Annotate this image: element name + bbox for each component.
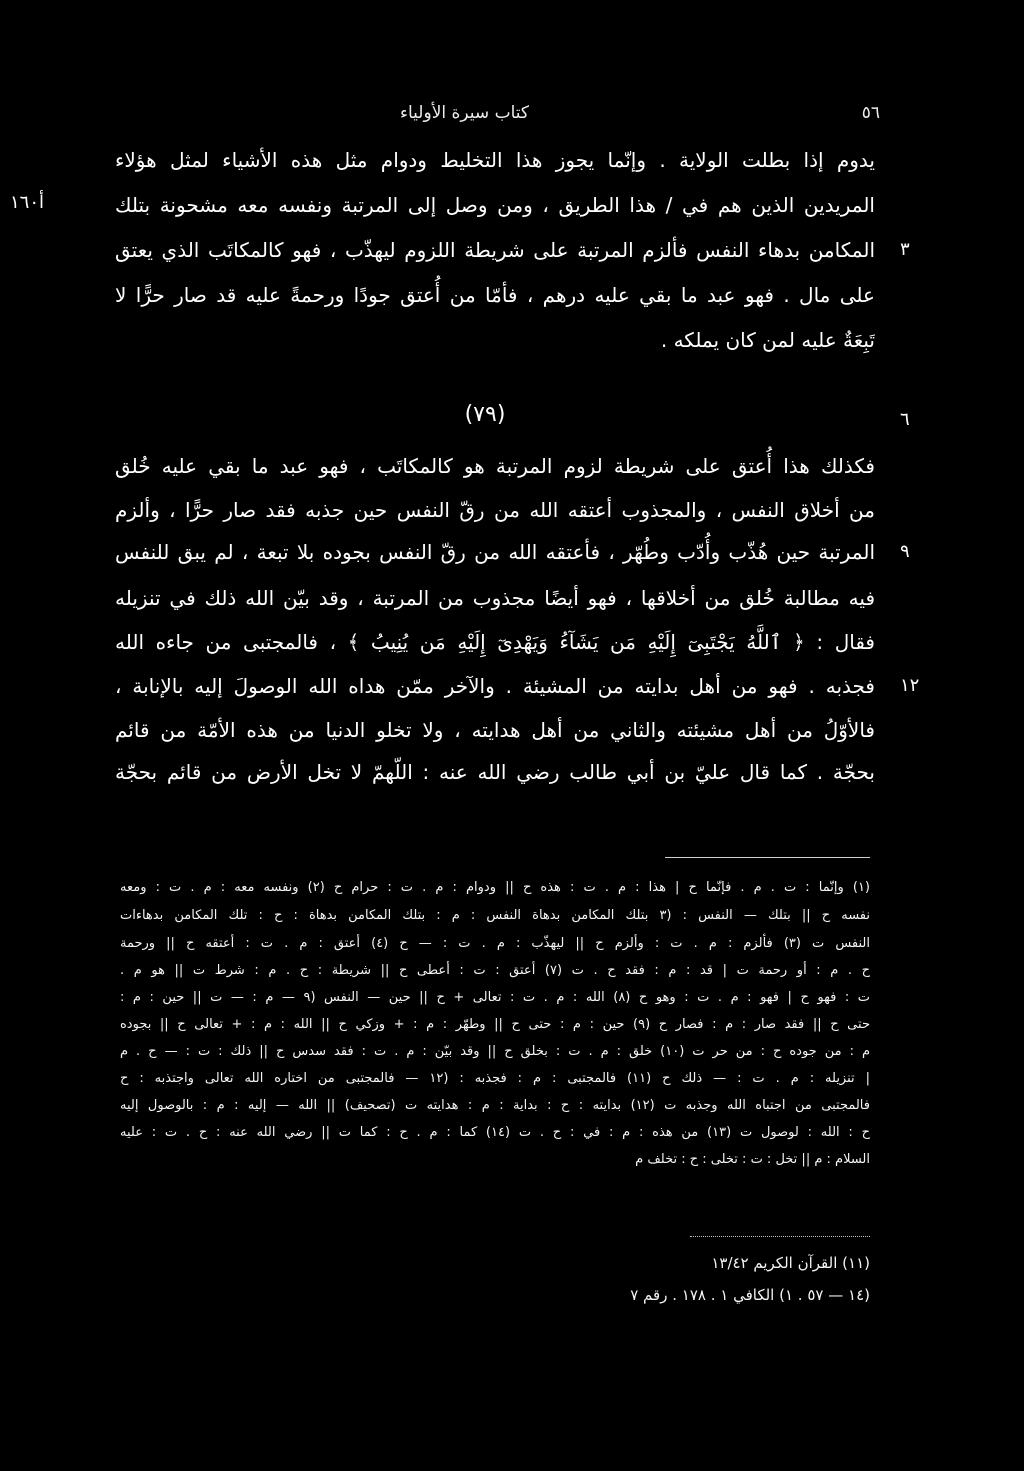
footnote-line: فالمجتبى من اجتباه الله وجذبه ت (١٢) بدايته : ح : بداية : م : هدايته ت (تصحيف) || الله — إليه : م : بالوصول إليه [120, 1098, 870, 1113]
section-heading: (٧٩) [464, 402, 506, 427]
footnote-line: ت : فهو ح | فهو : م . ت : وهو ح (٨) الله : م . ت : تعالى + ح || حين — النفس (٩ — م : — ت || حين : م : [120, 990, 870, 1005]
line-number-3: ٣ [900, 239, 910, 260]
running-title: كتاب سيرة الأولياء [400, 103, 529, 123]
body-line: المرتبة حين هُذّب وأُدّب وطُهّر ، فأعتقه الله من رقّ النفس بجوده بلا تبعة ، لم يبق للنفس [115, 540, 875, 564]
body-line: فيه مطالبة خُلق من أخلاقها ، فهو أيضًا مجذوب من المرتبة ، وقد بيّن الله ذلك في تنزيله [115, 586, 875, 610]
body-line: المكامن بدهاء النفس فألزم المرتبة على شريطة اللزوم ليهذّب ، فهو كالمكاتَب الذي يعتق [115, 238, 875, 262]
body-line: فكذلك هذا أُعتق على شريطة لزوم المرتبة هو كالمكاتَب ، فهو عبد ما بقي عليه خُلق [115, 454, 875, 478]
footnote-line: النفس ت (٣) فألزم : م . ت : وألزم ح || ليهذّب : م . ت : — ح (٤) أعتق : م . ت : أعتقه ح || ورحمة [120, 936, 870, 951]
body-line: فقال : ﴿ ٱللَّهُ يَجْتَبِىٓ إِلَيْهِ مَن يَشَآءُ وَيَهْدِىٓ إِلَيْهِ مَن يُنِيبُ ﴾ ، فالمجتبى من جاءه الله [115, 630, 875, 654]
footnote-line: السلام : م || تخل : ت : تخلى : ح : تخلف م [635, 1152, 870, 1167]
reference-line: (١٤ — ٥٧ . ١) الكافي ١ . ١٧٨ . رقم ٧ [630, 1286, 870, 1304]
reference-line: (١١) القرآن الكريم ١٣/٤٢ [711, 1254, 870, 1272]
page-number: ٥٦ [861, 103, 880, 123]
body-line: فالأوّلُ من أهل مشيئته والثاني من أهل هدايته ، ولا تخلو الدنيا من هذه الأمّة من قائم [115, 718, 875, 742]
footnote-line: ح . م : أو رحمة ت | قد : م : فقد ح . ت (٧) أعتق : ت : أعطى ح || شريطة : ح . م : شرط ت || هو م . [120, 963, 870, 978]
page-header [190, 103, 890, 131]
footnote-line: ح : الله : لوصول ت (١٣) من هذه : م : في : ح . ت (١٤) كما : م . ح : كما ت || رضي الله عنه : ح . ت : عليه [120, 1125, 870, 1140]
line-number-6: ٦ [900, 409, 910, 430]
body-line: فجذبه . فهو من أهل بدايته من المشيئة . والآخر ممّن هداه الله الوصولَ إليه بالإنابة ، [115, 674, 875, 698]
body-line: على مال . فهو عبد ما بقي عليه درهم ، فأمّا من أُعتق جودًا ورحمةً عليه قد صار حرًّا لا [115, 283, 875, 307]
body-line: يدوم إذا بطلت الولاية . وإنّما يجوز هذا التخليط ودوام مثل هذه الأشياء لمثل هؤلاء [115, 148, 875, 172]
footnote-line: نفسه ح || بتلك — النفس : (٣ بتلك المكامن بدهاة النفس : م : بتلك المكامن بدهاة : ح : تلك المكامن بدهاءات [120, 908, 870, 923]
references-separator-line [690, 1236, 870, 1237]
body-line: تَبِعَةٌ عليه لمن كان يملكه . [660, 328, 875, 352]
footnote-line: م : من جوده ح : من حر ت (١٠) خلق : م . ت : بخلق ح || وقد بيّن : م . ت : فقد سدس ح || ذلك : ت : — ح . م [120, 1044, 870, 1059]
footnote-line: (١) وإنّما : ت . م . فإنّما ح | هذا : م . ت : هذه ح || ودوام : م . ت : حرام ح (٢) ونفسه معه : م . ت : ومعه [120, 880, 870, 895]
footnote-line: حتى ح || فقد صار : م : فصار ح (٩) حين : م : حتى ح || وطهّر : م : + وزكي ح || الله : م : + تعالى ح || بجوده [120, 1017, 870, 1032]
body-line: المريدين الذين هم في / هذا الطريق ، ومن وصل إلى المرتبة ونفسه معه مشحونة بتلك [115, 193, 875, 217]
body-line: بحجّة . كما قال عليّ بن أبي طالب رضي الله عنه : اللّهمّ لا تخل الأرض من قائم بحجّة [115, 760, 875, 784]
footnote-separator [665, 857, 870, 858]
line-number-12: ١٢ [900, 675, 920, 696]
folio-reference: أ١٦٠ [10, 192, 45, 213]
footnote-line: | تنزيله : م . ت : — ذلك ح (١١) فالمجتبى : م : فجذبه : (١٢ — فالمجتبى من اختاره الله تعالى واجتذبه : ح [120, 1071, 870, 1086]
line-number-9: ٩ [900, 541, 910, 562]
body-line: من أخلاق النفس ، والمجذوب أعتقه الله من رقّ النفس حين جذبه فقد صار حرًّا ، وألزم [115, 498, 875, 522]
